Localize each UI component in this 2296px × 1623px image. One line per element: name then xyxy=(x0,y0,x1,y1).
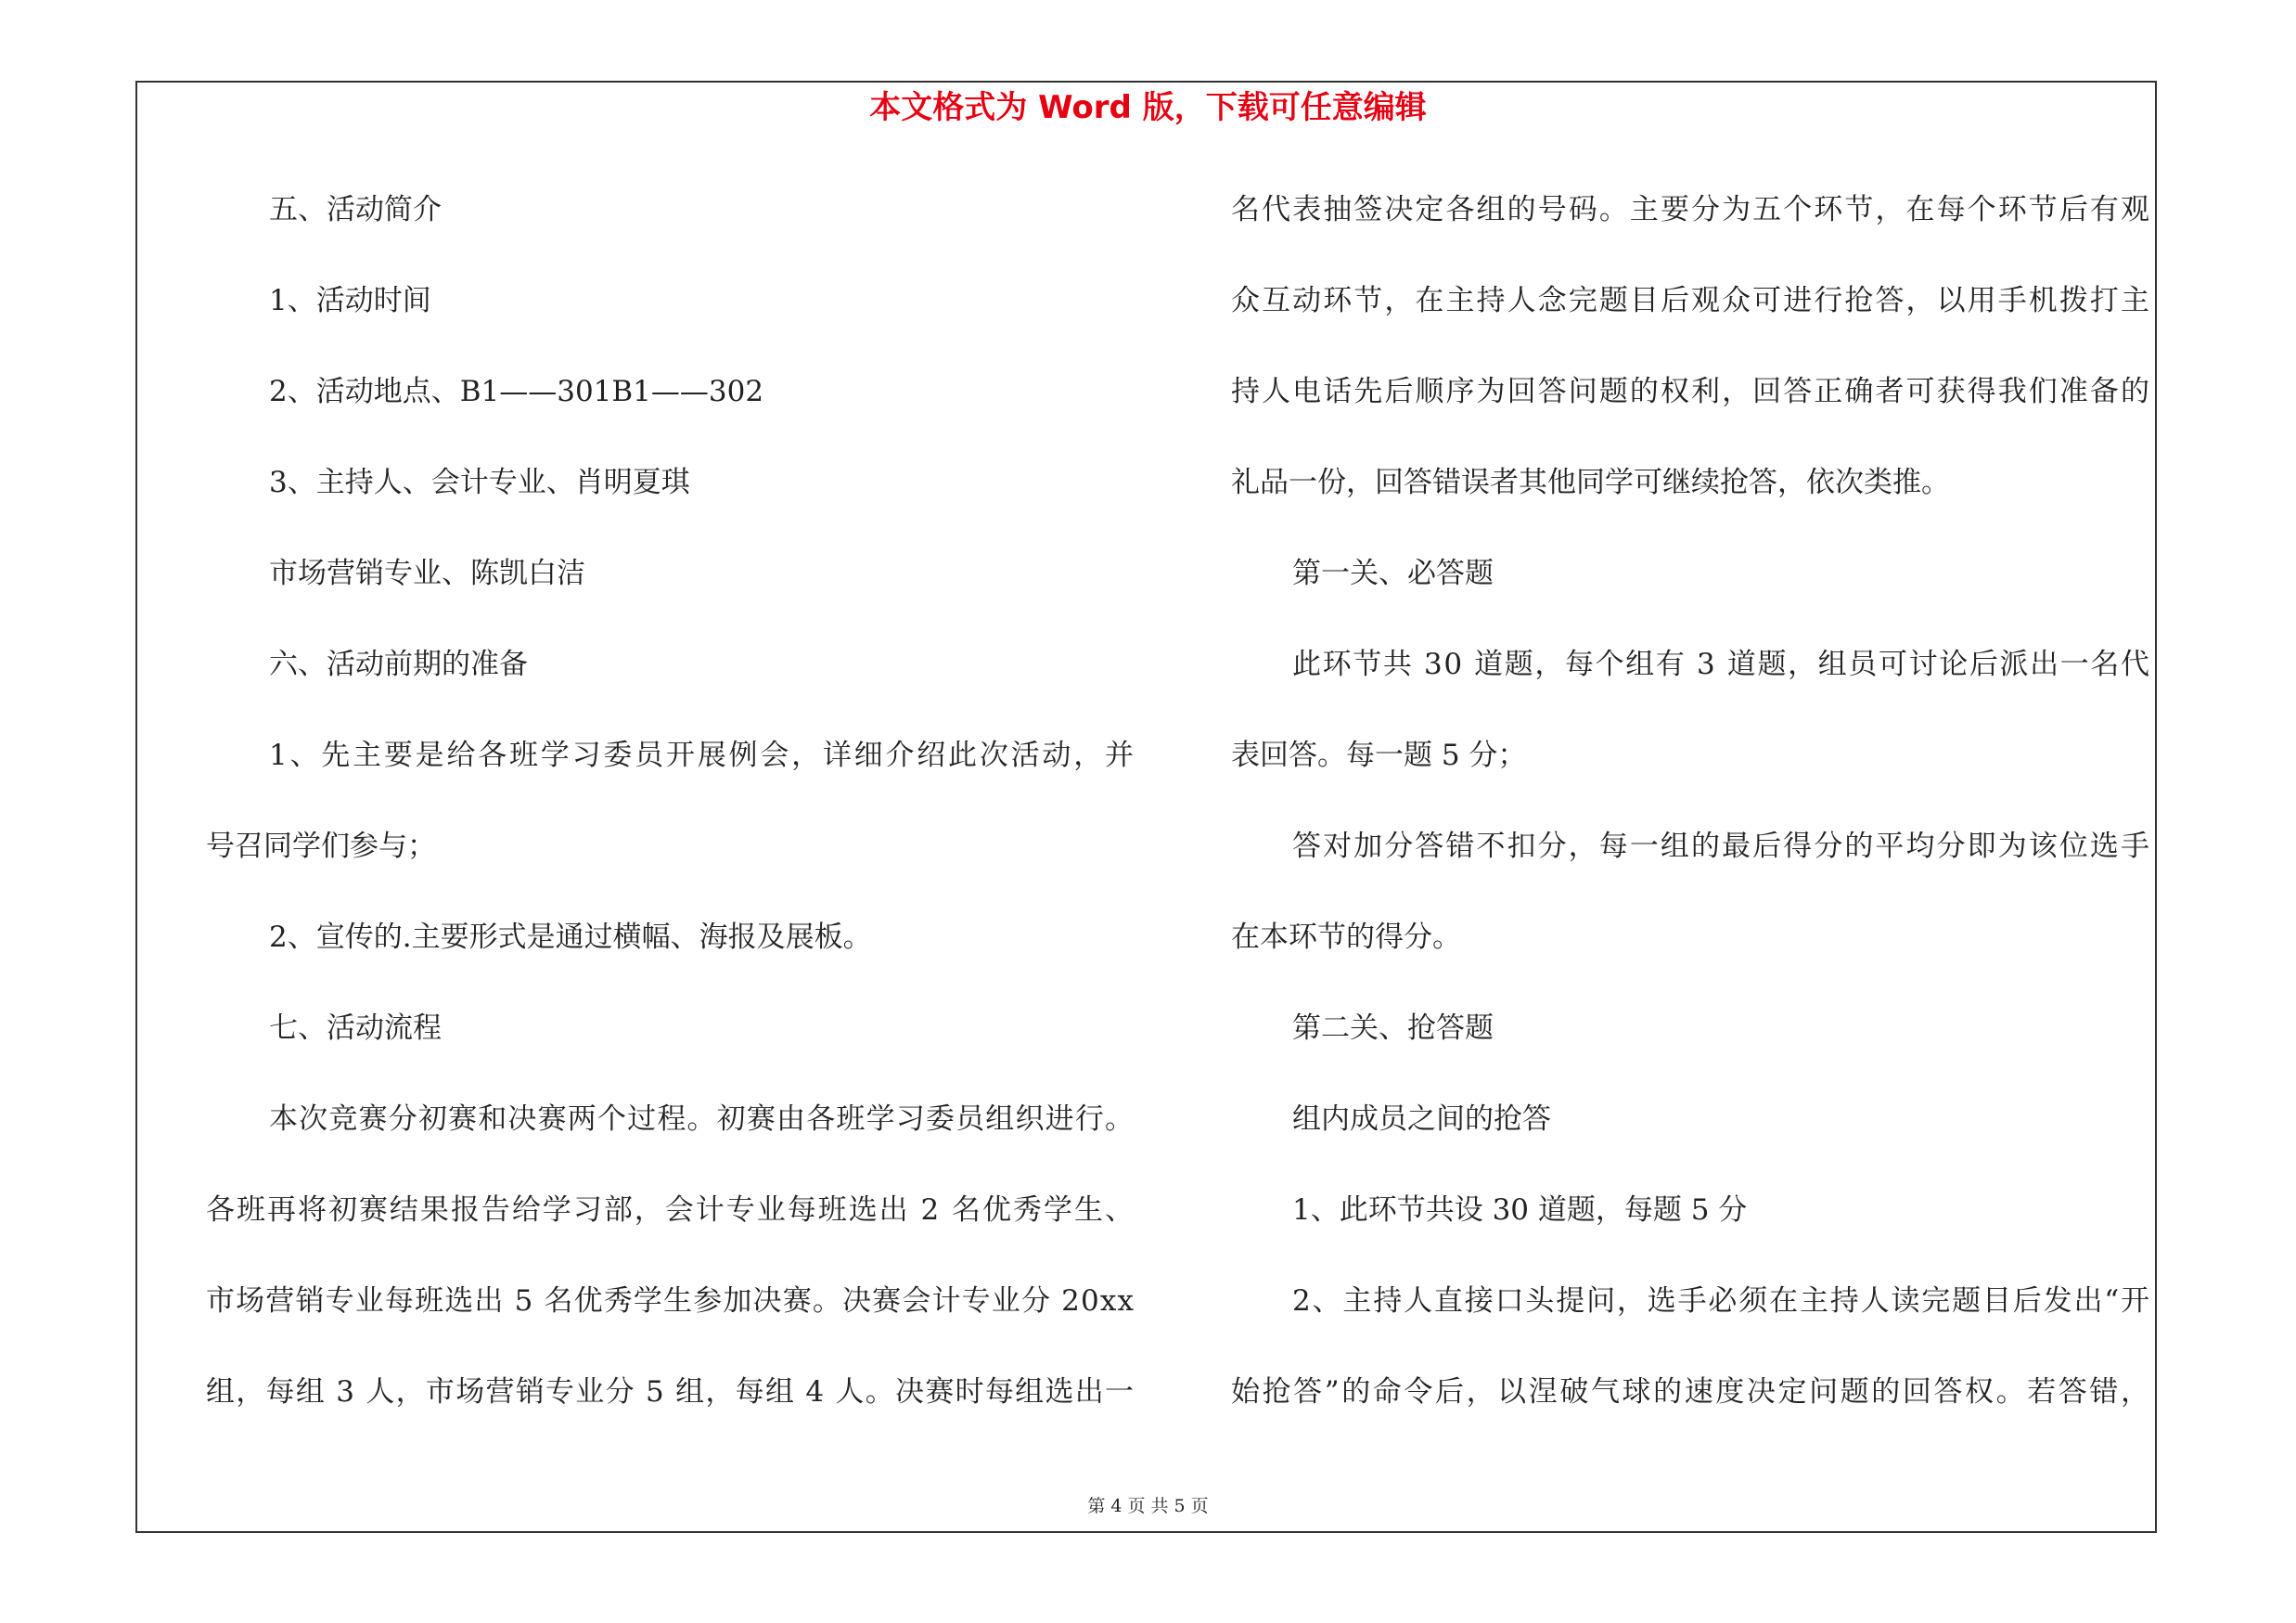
text-line: 市场营销专业每班选出 5 名优秀学生参加决赛。决赛会计专业分 20xx xyxy=(206,1284,1135,1318)
section-heading: 六、活动前期的准备 xyxy=(269,648,528,681)
text-line: 2、宣传的.主要形式是通过横幅、海报及展板。 xyxy=(269,921,872,954)
text-line: 表回答。每一题 5 分； xyxy=(1231,739,1527,772)
text-line: 组内成员之间的抢答 xyxy=(1292,1102,1551,1136)
text-line: 2、主持人直接口头提问，选手必须在主持人读完题目后发出“开 xyxy=(1292,1284,2151,1318)
text-line: 此环节共 30 道题，每个组有 3 道题，组员可讨论后派出一名代 xyxy=(1292,648,2151,681)
section-heading: 五、活动简介 xyxy=(269,193,442,226)
text-line: 各班再将初赛结果报告给学习部，会计专业每班选出 2 名优秀学生、 xyxy=(206,1193,1135,1227)
section-heading: 第二关、抢答题 xyxy=(1292,1011,1494,1045)
text-line: 1、先主要是给各班学习委员开展例会，详细介绍此次活动，并 xyxy=(269,739,1136,772)
format-notice: 本文格式为 Word 版，下载可任意编辑 xyxy=(869,89,1427,126)
page-number-footer: 第 4 页 共 5 页 xyxy=(1087,1496,1209,1516)
text-line: 3、主持人、会计专业、肖明夏琪 xyxy=(269,466,690,499)
text-line: 1、此环节共设 30 道题，每题 5 分 xyxy=(1292,1193,1748,1227)
text-line: 众互动环节，在主持人念完题目后观众可进行抢答，以用手机拨打主 xyxy=(1231,284,2152,317)
section-heading: 七、活动流程 xyxy=(269,1011,442,1045)
text-line: 答对加分答错不扣分，每一组的最后得分的平均分即为该位选手 xyxy=(1292,830,2152,863)
text-line: 号召同学们参与； xyxy=(206,830,436,863)
text-line: 2、活动地点、B1——301B1——302 xyxy=(269,375,764,408)
text-line: 礼品一份，回答错误者其他同学可继续抢答，依次类推。 xyxy=(1231,466,1950,499)
text-line: 1、活动时间 xyxy=(269,284,431,317)
text-line: 组，每组 3 人，市场营销专业分 5 组，每组 4 人。决赛时每组选出一 xyxy=(206,1375,1135,1409)
right-column xyxy=(1231,164,2152,1437)
text-line: 持人电话先后顺序为回答问题的权利，回答正确者可获得我们准备的 xyxy=(1231,375,2152,408)
text-line: 市场营销专业、陈凯白洁 xyxy=(269,557,585,590)
text-line: 本次竞赛分初赛和决赛两个过程。初赛由各班学习委员组织进行。 xyxy=(269,1102,1135,1136)
text-line: 始抢答”的命令后，以涅破气球的速度决定问题的回答权。若答错， xyxy=(1231,1375,2152,1409)
left-column xyxy=(206,164,1134,1437)
text-line: 名代表抽签决定各组的号码。主要分为五个环节，在每个环节后有观 xyxy=(1231,193,2152,226)
text-line: 在本环节的得分。 xyxy=(1231,921,1461,954)
section-heading: 第一关、必答题 xyxy=(1292,557,1494,590)
